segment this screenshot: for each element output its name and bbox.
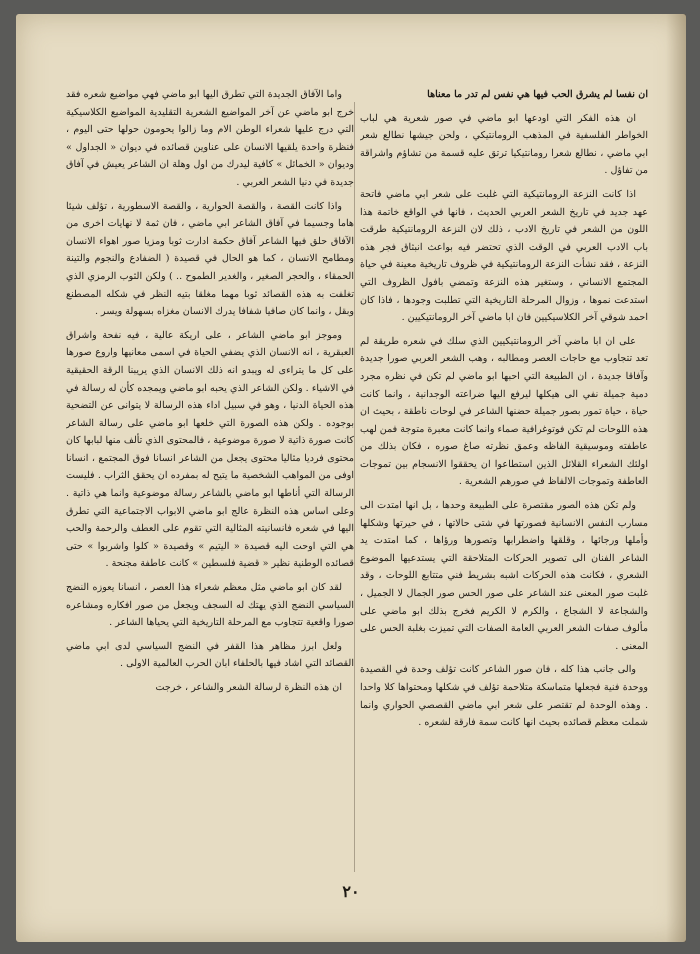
left-text-column (66, 86, 354, 876)
paragraph: ولم تكن هذه الصور مقتصرة على الطبيعة وحدها ، بل انها امتدت الى مسارب النفس الانسانية فصورتها في شتى حالاتها ، في حيرتها وشكلها وأملها ورجائها ، وقلقها واضطرابها وتصورها ورؤاها ، كما امتدت يد الشاعر الفنان الى تصوير الحركات المتلاحقة التي يستدعيها الموضوع الشعري ، فكانت هذه الحركات اشبه بشريط فني متتابع اللوحات ، وقد غلبت صور المعنى عند الشاعر على صور الحس صور الجمال لا الجميل ، والشجاعة لا الشجاع ، والكرم لا الكريم فخرج بذلك ابو ماضي على مألوف صفات الشعر العربي العامة الصفات التي تميزت بغلبة الحس على المعنى . (360, 500, 648, 652)
right-text-column (360, 86, 648, 876)
page-binding-shadow (666, 14, 686, 942)
paragraph: وموجز ابو ماضي الشاعر ، على اريكة عالية ، فيه نفحة واشراق العبقرية ، انه الانسان الذي يضفي الحياة في اسمى معانيها واروع صورها على كل ما يتراءى له ويبدو انه ذلك الانسان الذي يريبنا الرقة الحقيقية في الاشياء . ولكن الشاعر الذي يحبه ابو ماضي ويمجده كأن له رسالة في هذه الحياة الدنيا ، وهو في سبيل اداء هذه الرسالة لا يتوانى عن التضحية بوجوده . ولكن هذه الصورة التي خلعها ابو ماضي على رسالة الشاعر كانت صورة ذاتية لا صورة موضوعية ، فالمحتوى الذي تألف منها لبابها كان محتوى فرديا مثاليا محتوى يجعل من الشاعر انسانا فوق المجتمع ، انسانا اوفى من المواهب الشخصية ما يتيح له بمفرده ان يحقق الثراب . فليست الرسالة التي أناطها ابو ماضي بالشاعر رسالة موضوعية وانما هي ذاتية . وعلى اساس هذه النظرة عالج ابو ماضي الابواب الاجتماعية التي تطرق اليها في شعره فانسانيته المثالية التي تقوم على العطف والرحمة والحب هي التي اوحت اليه قصيدة « اليتيم » وقصيدة « كلوا واشربوا » حتى قصائده الوطنية نظير « قضية فلسطين » كانت عاطفة مجنحة . (66, 329, 354, 570)
magazine-page (16, 14, 686, 942)
column-divider (354, 102, 355, 872)
paragraph: واذا كانت القصة ، والقصة الحوارية ، والقصة الاسطورية ، تؤلف شيئا هاما وجسيما في آفاق الشاعر ابي ماضي ، فان ثمة لا نهايات اخرى من الآفاق حلق فيها الشاعر آفاق حكمة ادارت ثوبا ومزيا صور اهواء الانسان ومطامح الانسان ، كما هو الحال في قصيدة ( الضفادع والنجوم والتينة الحمقاء ، والحجر الصغير ، والغدير الطموح .. ) ولكن الثوب الرمزي الذي تغلفت به هذه القصائد ثوبا مهما مغلقا بتيه النظر في شكله المصطنع وبقل ، وانما كان صافيا شفافا يدرك الانسان مغزاه بسهولة ويسر . (66, 200, 354, 318)
page-number: ٢٠ (342, 882, 360, 901)
paragraph: ان هذه الفكر التي اودعها ابو ماضي في صور شعرية هي لباب الخواطر الفلسفية في المذهب الرومانتيكي ، ولحن جيشها نطالع شعر ابي ماضي ، نطالع شعرا رومانتيكيا ترتق عليه قسمة من تشاؤم واشراقة من تفاؤل . (360, 112, 648, 177)
paragraph: اذا كانت النزعة الرومانتيكية التي غلبت على شعر ابي ماضي فاتحة عهد جديد في تاريخ الشعر العربي الحديث ، فانها في الواقع خاتمة هذا اللون من الشعر في تاريخ الادب ، ذلك لان النزعة الرومانتيكية طرقت باب الادب العربي في الوقت الذي تحتضر فيه بواعث انبثاق فجر هذه النزعة ، فقد نشأت النزعة الرومانتيكية في ظروف تاريخية معينة في حياة المجتمع الانساني ، وستغير هذه النزعة وتمضي بافول الظروف التي استدعت نموها ، وزوال المرحلة التاريخية التي تطلبت وجودها ، فاذا كان احمد شوقي آخر الكلاسيكيين فان ابا ماضي آخر الرومانتيكيين . (360, 188, 648, 324)
opening-verse: ان نفسا لم يشرق الحب فيها هي نفس لم تدر ما معناها (427, 89, 648, 100)
paragraph: ولعل ابرز مظاهر هذا القفر في النضج السياسي لدى ابي ماضي القصائد التي اشاد فيها بالحلفاء ابان الحرب العالمية الاولى . (66, 640, 354, 670)
paragraph: لقد كان ابو ماضي مثل معظم شعراء هذا العصر ، انسانا يعوزه النضج السياسي النضج الذي يهتك له السجف ويجعل من صور افكاره ومشاعره صورا واقعية تتجاوب مع المرحلة التاريخية التي يحياها الشاعر . (66, 582, 354, 629)
paragraph: على ان ابا ماضي آخر الرومانتيكيين الذي سلك في شعره طريقة لم تعد تتجاوب مع حاجات العصر ومطالبه ، وهب الشعر العربي صورا جديدة وآفاقا جديدة ، ان الطبيعة التي احبها ابو ماضي لم تكن في نظره مجرد دمية جميلة نفي الى هيكلها ليرفع اليها ضراعته الوجدانية ، وانما كانت حياة ، حياة تمور بصور جميلة حضنها الشاعر في لوحات ناطقة ، بحيث ان هذه اللوحات لم تكن فوتوغرافية صماء وانما كانت معبرة متوجة فمن لهب عاطفته وموسيقية الفاظه وعمق نظرته صاغ صوره ، فكان بذلك من اولئك الشعراء القلائل الذين استطاعوا ان يحققوا الانسجام بين تموجات العاطفة وتموجات الالفاظ في صورهم الشعرية . (360, 335, 648, 488)
paragraph: ان هذه النظرة لرسالة الشعر والشاعر ، خرجت (155, 682, 342, 693)
paragraph: والى جانب هذا كله ، فان صور الشاعر كانت تؤلف وحدة في القصيدة ووحدة فنية فجعلها متماسكة متلاحمة تؤلف في شكلها ومحتواها كلا واحدا . وهذه الوحدة لم تقتصر على شعر ابي ماضي القصصي الحواري وانما شملت معظم قصائده بحيث انها كانت سمة فارقة لشعره . (360, 664, 648, 729)
paragraph: واما الآفاق الجديدة التي تطرق اليها ابو ماضي فهي مواضيع شعره فقد خرج ابو ماضي عن آخر المواضيع الشعرية التقليدية المواضيع الكلاسيكية التي درج عليها شعراء الوطن الام وما زالوا يحومون حولها حتى اليوم ، فنظرة واحدة يلقيها الانسان على عناوين قصائده في ديوان « الجداول » وديوان « الخمائل » كافية ليدرك من اول وهلة ان الشاعر يعيش في آفاق جديدة في دنيا الشعر العربي . (66, 89, 354, 188)
